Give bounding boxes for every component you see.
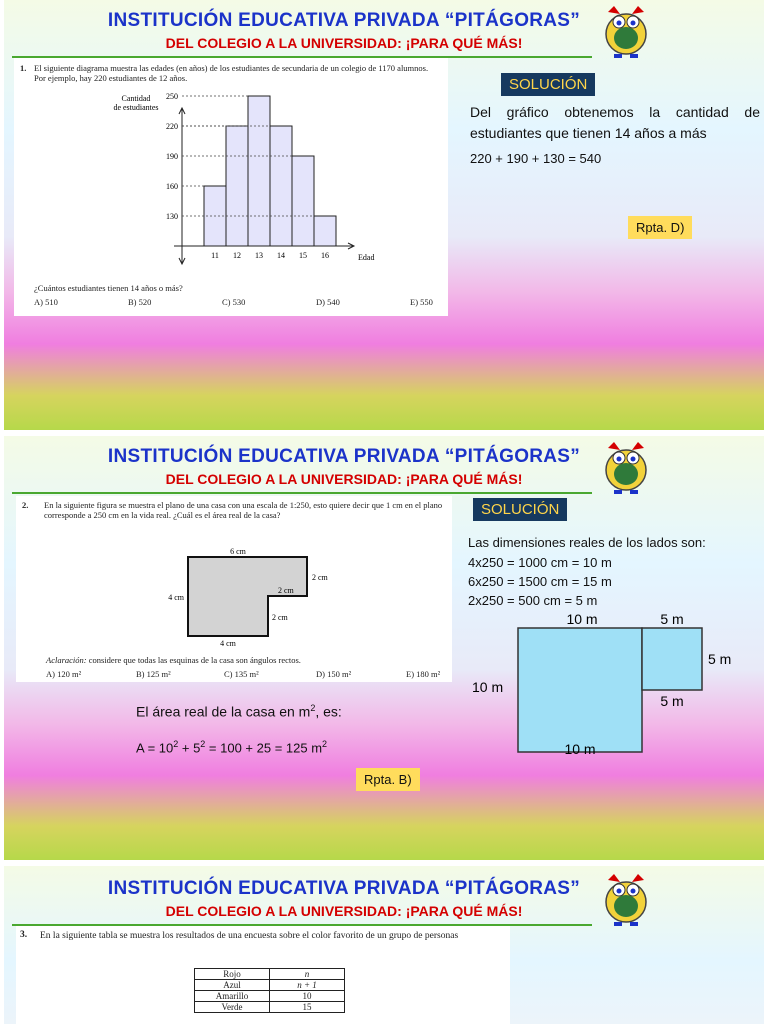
dim-inner: 5 m (660, 693, 684, 709)
option-a: A) 510 (34, 297, 58, 307)
x-tick-label: 15 (299, 251, 307, 260)
solution-line-3: 6x250 = 1500 cm = 15 m (468, 574, 612, 589)
age-histogram (14, 58, 448, 288)
bar-age-16 (314, 216, 336, 246)
house-shape (188, 557, 307, 636)
color-survey-table (194, 968, 345, 1013)
y-tick-label: 130 (166, 212, 178, 221)
bar-age-13 (248, 96, 270, 246)
mascot-icon (600, 438, 652, 496)
option-b: B) 125 m² (136, 669, 171, 679)
y-tick-label: 220 (166, 122, 178, 131)
question-prompt: ¿Cuántos estudiantes tienen 14 años o más? (34, 283, 183, 293)
dim-right-top: 2 cm (312, 573, 328, 582)
x-tick-label: 13 (255, 251, 263, 260)
school-title: INSTITUCIÓN EDUCATIVA PRIVADA “PITÁGORAS” (107, 878, 581, 899)
divider-line (12, 492, 592, 494)
question-text: En la siguiente figura se muestra el plano de una casa con una escala de 1:250, esto quiere decir que 1 cm en el plano corresponde a 250 cm en la vida real. ¿Cuál es el área real de la casa? (44, 500, 443, 520)
question-1-panel (14, 58, 448, 316)
slide-3 (4, 866, 764, 1024)
school-title: INSTITUCIÓN EDUCATIVA PRIVADA “PITÁGORAS” (107, 10, 581, 31)
x-tick-label: 11 (211, 251, 219, 260)
dim-bottom: 10 m (564, 741, 596, 757)
slide-1 (4, 0, 764, 430)
area-formula: $A = 10^2 + 5^2 = 100 + 25 = 125$ $m^2$ (136, 739, 328, 756)
dim-inner: 2 cm (272, 613, 288, 622)
question-number: 2. (22, 500, 29, 510)
solution-label: SOLUCIÓN (501, 73, 595, 96)
bar-age-12 (226, 126, 248, 246)
mascot-icon (600, 870, 652, 928)
clarification-note: Aclaración: considere que todas las esquinas de la casa son ángulos rectos. (46, 655, 301, 665)
option-c: C) 530 (222, 297, 246, 307)
dim-top-left: 10 m (566, 611, 598, 627)
question-number: 3. (20, 930, 28, 940)
bar-age-15 (292, 156, 314, 246)
x-tick-label: 14 (277, 251, 285, 260)
table-row: Azul n + 1 (195, 980, 345, 991)
solution-line-1: Del gráfico obtenemos la cantidad de (470, 104, 760, 120)
answer-badge: Rpta. D) (628, 216, 692, 239)
school-motto: DEL COLEGIO A LA UNIVERSIDAD: ¡PARA QUÉ MÁS! (165, 903, 523, 919)
question-text: En la siguiente tabla se muestra los resultados de una encuesta sobre el color favorito de un grupo de personas (40, 931, 459, 941)
y-axis-label: Cantidad (121, 94, 151, 103)
area-statement: El área real de la casa en $m^2$, es: (136, 703, 342, 720)
x-tick-label: 12 (233, 251, 241, 260)
option-d: D) 150 m² (316, 669, 352, 679)
large-square (518, 628, 642, 752)
option-a: A) 120 m² (46, 669, 82, 679)
dim-top: 6 cm (230, 547, 246, 556)
question-text: El siguiente diagrama muestra las edades (en años) de los estudiantes de secundaria de un colegio de 1170 alumnos. Por ejemplo, hay 220 estudiantes de 12 años. (34, 63, 429, 83)
school-motto: DEL COLEGIO A LA UNIVERSIDAD: ¡PARA QUÉ MÁS! (165, 471, 523, 487)
option-e: E) 550 (410, 297, 433, 307)
small-square (642, 628, 702, 690)
option-d: D) 540 (316, 297, 340, 307)
house-floor-plan (16, 496, 452, 656)
y-tick-label: 190 (166, 152, 178, 161)
answer-badge: Rpta. B) (356, 768, 420, 791)
question-2-panel (16, 496, 452, 682)
mascot-icon (600, 2, 652, 60)
school-motto: DEL COLEGIO A LA UNIVERSIDAD: ¡PARA QUÉ MÁS! (165, 35, 523, 51)
slide-2 (4, 436, 764, 860)
table-row: Rojo n (195, 969, 345, 980)
dim-right: 5 m (708, 651, 732, 667)
dim-top-right: 5 m (660, 611, 684, 627)
table-row: Verde 15 (195, 1002, 345, 1013)
dim-left: 10 m (472, 679, 504, 695)
solution-line-4: 2x250 = 500 cm = 5 m (468, 593, 598, 608)
y-axis-label: de estudiantes (113, 103, 159, 112)
solution-line-1: Las dimensiones reales de los lados son: (468, 535, 706, 550)
x-axis-label: Edad (358, 253, 375, 262)
dim-left: 4 cm (168, 593, 184, 602)
real-dimensions-figure (464, 608, 764, 768)
y-tick-label: 250 (166, 92, 178, 101)
school-title: INSTITUCIÓN EDUCATIVA PRIVADA “PITÁGORAS” (107, 446, 581, 467)
dim-step: 2 cm (278, 586, 294, 595)
solution-line-2: 4x250 = 1000 cm = 10 m (468, 555, 612, 570)
table-row: Amarillo 10 (195, 991, 345, 1002)
solution-sum: 220 + 190 + 130 = 540 (470, 151, 602, 166)
dim-bottom: 4 cm (220, 639, 236, 648)
solution-line-2: estudiantes que tienen 14 años a más (470, 125, 707, 141)
y-tick-label: 160 (166, 182, 178, 191)
question-3-panel (16, 926, 510, 1024)
solution-label: SOLUCIÓN (473, 498, 567, 521)
x-tick-label: 16 (321, 251, 329, 260)
option-e: E) 180 m² (406, 669, 441, 679)
question-number: 1. (20, 63, 27, 73)
bar-age-14 (270, 126, 292, 246)
option-c: C) 135 m² (224, 669, 259, 679)
option-b: B) 520 (128, 297, 152, 307)
